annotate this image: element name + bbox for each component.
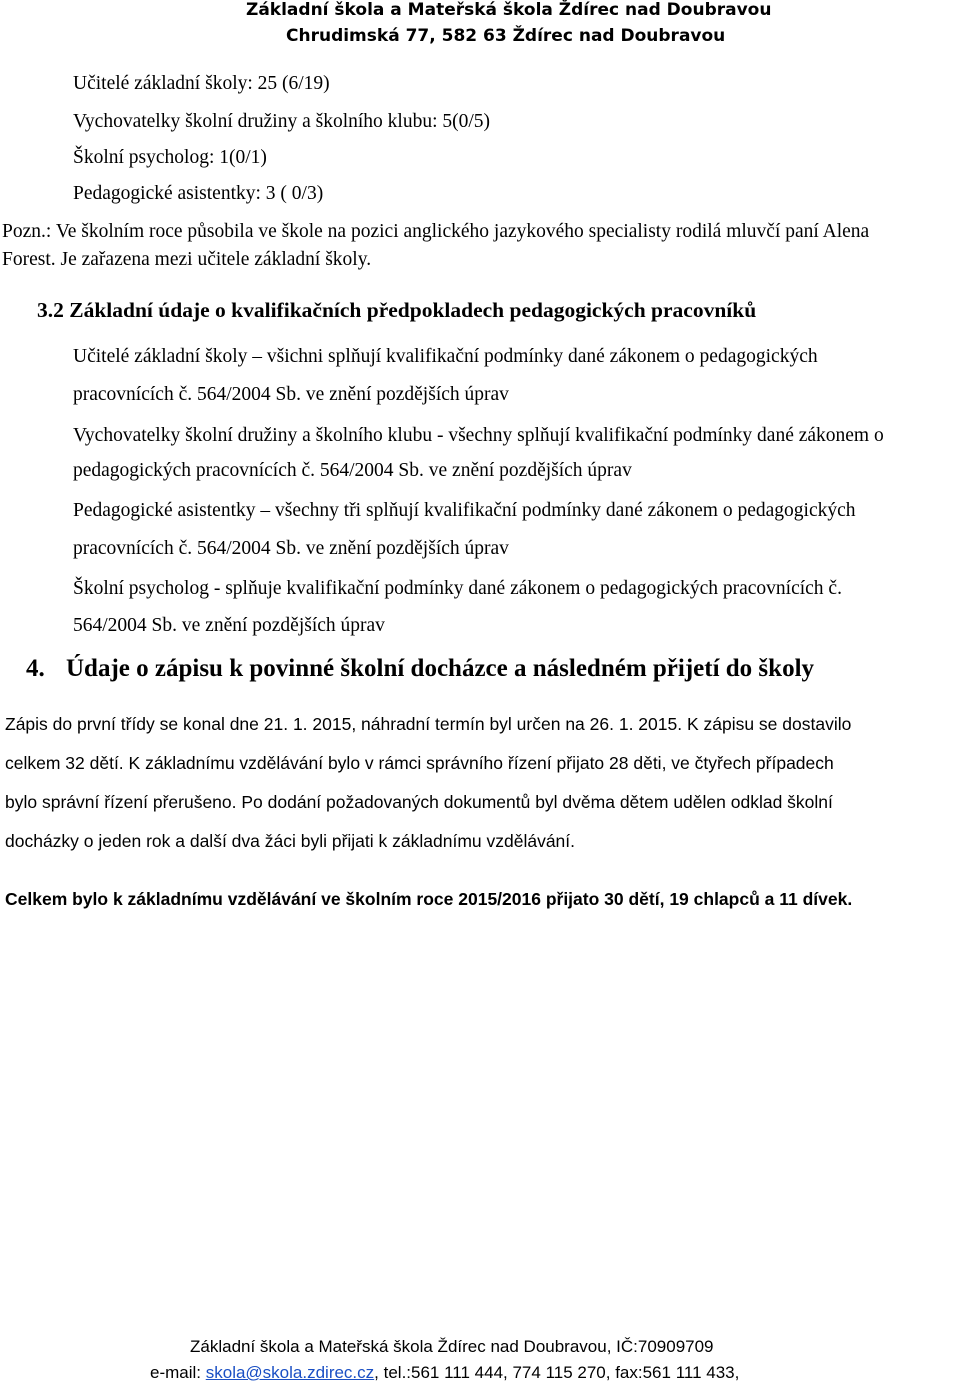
staff-note-line1: Pozn.: Ve školním roce působila ve škole na pozici anglického jazykového specialisty rodilá mluvčí paní Alena (2, 221, 870, 242)
header-school-name: Základní škola a Mateřská škola Ždírec nad Doubravou (246, 0, 772, 20)
enrollment-line3: bylo správní řízení přerušeno. Po dodání požadovaných dokumentů byl dvěma dětem udělen odklad školní (5, 792, 833, 812)
section-4-number: 4. (26, 655, 45, 682)
enrollment-summary: Celkem bylo k základnímu vzdělávání ve školním roce 2015/2016 přijato 30 dětí, 19 chlapců a 11 dívek. (5, 889, 853, 909)
qualification-educators-line2: pedagogických pracovnících č. 564/2004 Sb. ve znění pozdějších úprav (73, 460, 632, 481)
qualification-teachers-line2: pracovnících č. 564/2004 Sb. ve znění pozdějších úprav (73, 384, 509, 405)
qualification-psychologist-line2: 564/2004 Sb. ve znění pozdějších úprav (73, 615, 385, 636)
staff-psychologist: Školní psycholog: 1(0/1) (73, 147, 267, 168)
qualification-educators-line1: Vychovatelky školní družiny a školního klubu - všechny splňují kvalifikační podmínky dané zákonem o (73, 425, 884, 446)
staff-educators: Vychovatelky školní družiny a školního klubu: 5(0/5) (73, 111, 491, 132)
qualification-assistants-line1: Pedagogické asistentky – všechny tři splňují kvalifikační podmínky dané zákonem o pedagogických (73, 500, 856, 521)
footer-school-id: Základní škola a Mateřská škola Ždírec nad Doubravou, IČ:70909709 (190, 1337, 714, 1356)
staff-note-line2: Forest. Je zařazena mezi učitele základní školy. (2, 249, 372, 270)
footer-phone-fax: , tel.:561 111 444, 774 115 270, fax:561 111 433, (374, 1363, 740, 1382)
section-4-heading: Údaje o zápisu k povinné školní docházce a následném přijetí do školy (66, 655, 815, 682)
qualification-assistants-line2: pracovnících č. 564/2004 Sb. ve znění pozdějších úprav (73, 538, 509, 559)
section-3-2-heading: 3.2 Základní údaje o kvalifikačních předpokladech pedagogických pracovníků (37, 298, 757, 322)
enrollment-line2: celkem 32 dětí. K základnímu vzdělávání bylo v rámci správního řízení přijato 28 děti, ve čtyřech případech (5, 753, 834, 773)
footer-contact (150, 1363, 739, 1383)
qualification-psychologist-line1: Školní psycholog - splňuje kvalifikační podmínky dané zákonem o pedagogických pracovnících č. (73, 578, 842, 599)
enrollment-line1: Zápis do první třídy se konal dne 21. 1. 2015, náhradní termín byl určen na 26. 1. 2015. K zápisu se dostavilo (5, 714, 852, 734)
footer-email-label: e-mail: (150, 1363, 206, 1382)
header-address: Chrudimská 77, 582 63 Ždírec nad Doubravou (286, 26, 726, 46)
staff-assistants: Pedagogické asistentky: 3 ( 0/3) (73, 183, 324, 204)
staff-teachers: Učitelé základní školy: 25 (6/19) (73, 73, 330, 94)
footer-email-link[interactable]: skola@skola.zdirec.cz (205, 1363, 375, 1382)
qualification-teachers-line1: Učitelé základní školy – všichni splňují kvalifikační podmínky dané zákonem o pedagogických (73, 346, 818, 367)
enrollment-line4: docházky o jeden rok a další dva žáci byli přijati k základnímu vzdělávání. (5, 831, 576, 851)
